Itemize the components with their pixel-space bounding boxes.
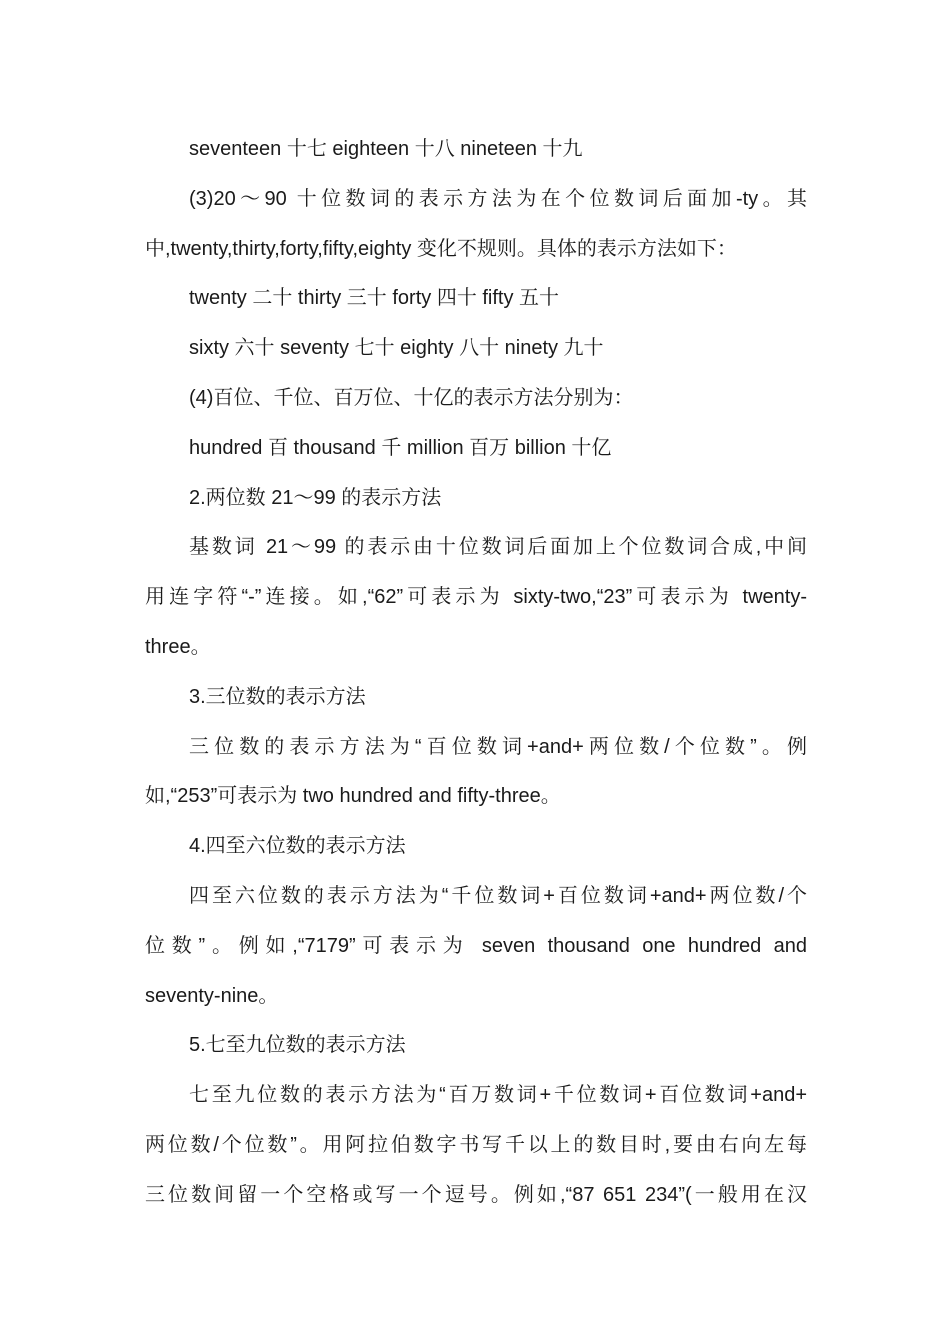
text-line: hundred 百 thousand 千 million 百万 billion 十亿 <box>189 436 612 459</box>
text-line: three。 <box>145 635 211 658</box>
text-line: 两位数/个位数”。用阿拉伯数字书写千以上的数目时,要由右向左每 <box>145 1133 807 1156</box>
text-line: 基数词 21～99 的表示由十位数词后面加上个位数词合成,中间 <box>189 536 807 559</box>
text-line: 如,“253”可表示为 two hundred and fifty-three。 <box>145 785 561 808</box>
text-line: 3.三位数的表示方法 <box>189 685 366 708</box>
text-line: seventeen 十七 eighteen 十八 nineteen 十九 <box>189 138 583 160</box>
text-line: 三位数间留一个空格或写一个逗号。例如,“87 651 234”(一般用在汉 <box>145 1183 807 1206</box>
text-line: 四至六位数的表示方法为“千位数词+百位数词+and+两位数/个 <box>189 884 807 907</box>
text-line: twenty 二十 thirty 三十 forty 四十 fifty 五十 <box>189 287 560 310</box>
text-line: 三位数的表示方法为“百位数词+and+两位数/个位数”。例 <box>189 735 807 758</box>
text-line: 2.两位数 21～99 的表示方法 <box>189 486 442 509</box>
text-line: 4.四至六位数的表示方法 <box>189 835 406 858</box>
text-line: 七至九位数的表示方法为“百万数词+千位数词+百位数词+and+ <box>189 1084 807 1107</box>
text-line: (3)20～90 十位数词的表示方法为在个位数词后面加-ty。其 <box>189 187 807 210</box>
text-line: 中,twenty,thirty,forty,fifty,eighty 变化不规则。具体的表示方法如下： <box>145 237 737 260</box>
text-line: seventy-nine。 <box>145 984 279 1007</box>
text-line: 位数”。例如,“7179”可表示为 seven thousand one hundred and <box>145 934 807 957</box>
document-page <box>145 125 807 1221</box>
text-line: 5.七至九位数的表示方法 <box>189 1034 406 1057</box>
text-line: (4)百位、千位、百万位、十亿的表示方法分别为： <box>189 386 634 409</box>
text-line: 用连字符“-”连接。如,“62”可表示为 sixty-two,“23”可表示为 twenty- <box>145 586 807 609</box>
text-line: sixty 六十 seventy 七十 eighty 八十 ninety 九十 <box>189 337 604 360</box>
